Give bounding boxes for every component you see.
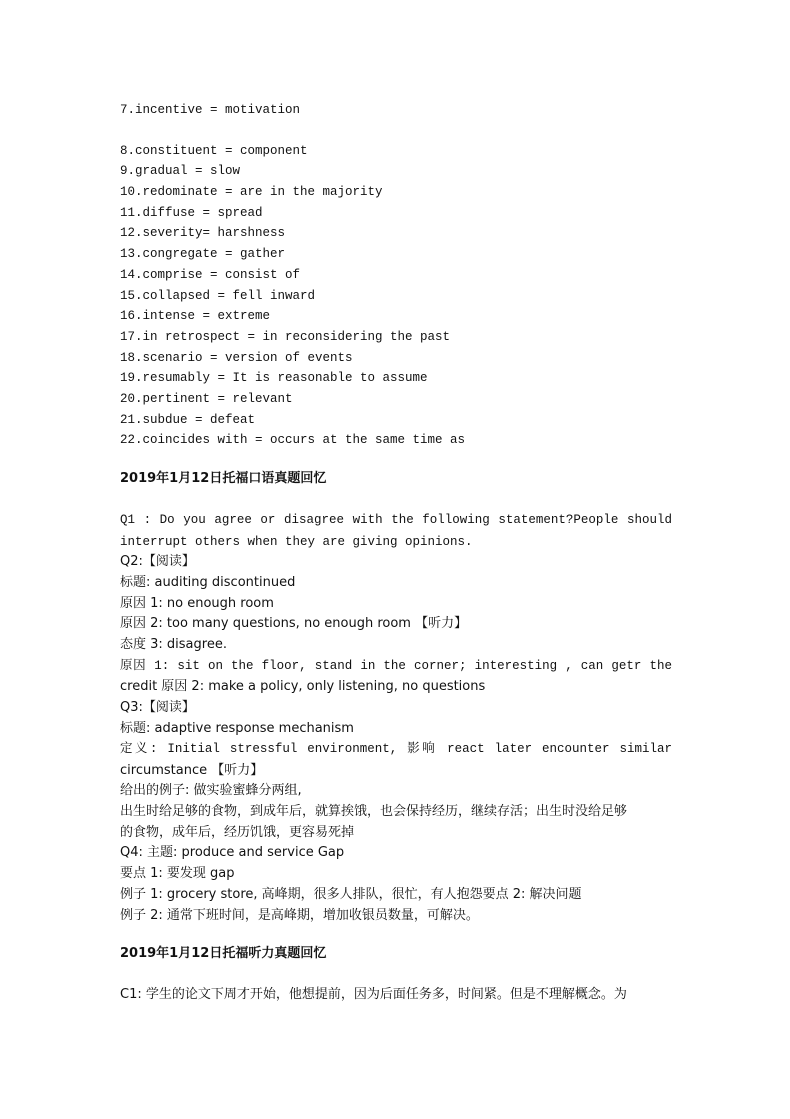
blank-line bbox=[120, 121, 672, 141]
q3-label: Q3:【阅读】 bbox=[120, 699, 195, 715]
q3-title: 标题: adaptive response mechanism bbox=[120, 720, 354, 736]
q2-listening-reason-line-1: 原因 1: sit on the floor, stand in the corner; interesting , can getr the bbox=[120, 658, 672, 673]
speaking-section-heading: 2019年1月12日托福口语真题回忆 bbox=[120, 471, 327, 486]
q3-detail-line-2: 的食物，成年后，经历饥饿，更容易死掉 bbox=[120, 824, 355, 840]
vocab-item-14: 14.comprise = consist of bbox=[120, 267, 301, 282]
vocab-item-16: 16.intense = extreme bbox=[120, 309, 271, 324]
vocab-item-21: 21.subdue = defeat bbox=[120, 412, 256, 427]
q2-reason-2: 原因 2: too many questions, no enough room 【听力】 bbox=[120, 616, 468, 632]
q2-listening-reason-line-2: credit 原因 2: make a policy, only listening, no questions bbox=[120, 679, 486, 695]
q2-reason-1: 原因 1: no enough room bbox=[120, 595, 274, 611]
vocab-item-10: 10.redominate = are in the majority bbox=[120, 185, 383, 200]
vocab-item-9: 9.gradual = slow bbox=[120, 164, 241, 179]
vocab-item-7: 7.incentive = motivation bbox=[120, 103, 301, 117]
vocab-item-12: 12.severity= harshness bbox=[120, 226, 286, 241]
vocab-item-20: 20.pertinent = relevant bbox=[120, 391, 293, 406]
vocab-item-11: 11.diffuse = spread bbox=[120, 205, 263, 220]
q2-title: 标题: auditing discontinued bbox=[120, 574, 296, 590]
vocab-item-17: 17.in retrospect = in reconsidering the past bbox=[120, 329, 451, 344]
q4-example-2: 例子 2: 通常下班时间，是高峰期，增加收银员数量，可解决。 bbox=[120, 907, 479, 923]
c1-text: C1: 学生的论文下周才开始，他想提前，因为后面任务多，时间紧。但是不理解概念。为 bbox=[120, 987, 627, 1003]
vocab-item-8: 8.constituent = component bbox=[120, 143, 308, 158]
q1-text-line-1: Q1 : Do you agree or disagree with the following statement?People should bbox=[120, 513, 672, 527]
q3-definition-line-2: circumstance 【听力】 bbox=[120, 762, 264, 778]
q3-detail-line-1: 出生时给足够的食物，到成年后，就算挨饿，也会保持经历，继续存活；出生时没给足够 bbox=[120, 804, 628, 820]
q4-example-1: 例子 1: grocery store, 高峰期，很多人排队，很忙，有人抱怨要点 2: 解决问题 bbox=[120, 886, 582, 902]
document-page bbox=[120, 100, 672, 1006]
vocab-item-22: 22.coincides with = occurs at the same time as bbox=[120, 433, 466, 448]
q4-topic: Q4: 主题: produce and service Gap bbox=[120, 845, 345, 861]
q3-definition-line-1: 定义: Initial stressful environment, 影响 react later encounter similar bbox=[120, 742, 672, 757]
q3-example: 给出的例子: 做实验蜜蜂分两组, bbox=[120, 783, 302, 799]
q1-text-line-2: interrupt others when they are giving opinions. bbox=[120, 534, 473, 549]
vocab-item-15: 15.collapsed = fell inward bbox=[120, 288, 316, 303]
q4-point-1: 要点 1: 要发现 gap bbox=[120, 866, 235, 882]
vocab-item-18: 18.scenario = version of events bbox=[120, 350, 353, 365]
listening-section-heading: 2019年1月12日托福听力真题回忆 bbox=[120, 946, 327, 962]
q2-label: Q2:【阅读】 bbox=[120, 554, 195, 570]
q2-attitude: 态度 3: disagree. bbox=[120, 636, 227, 652]
vocab-item-19: 19.resumably = It is reasonable to assume bbox=[120, 371, 428, 386]
vocab-item-13: 13.congregate = gather bbox=[120, 247, 286, 262]
